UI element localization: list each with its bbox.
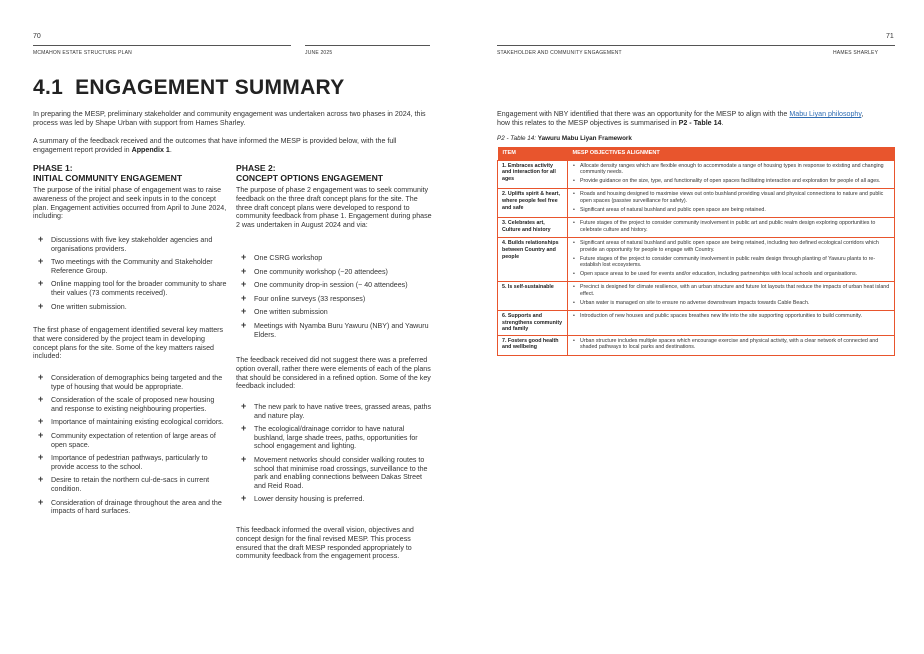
alignment-point: • Urban structure includes multiple spaces which encourage exercise and physical activity, with a clear network of connected and shaded pathways to local parks and destinations.: [572, 338, 890, 351]
section-number: 4.1: [33, 76, 64, 99]
table-row: [498, 282, 895, 311]
table-row: [498, 238, 895, 282]
table-cell-item: 6. Supports and strengthens community and family: [498, 311, 568, 336]
alignment-points: [572, 191, 890, 213]
list-item: + Lower density housing is preferred.: [236, 495, 432, 504]
phase2-closing: This feedback informed the overall vision, objectives and concept design for the final revised MESP. This process ensured that the draft MESP responded appropriately to community feedback from the engagement process.: [236, 526, 414, 561]
intro-paragraph: In preparing the MESP, preliminary stakeholder and community engagement was undertaken across two phases in 2024, this process was led by Shape Urban with support from Hames Sharley.: [33, 110, 426, 127]
list-item: + Two meetings with the Community and Stakeholder Reference Group.: [33, 258, 228, 275]
list-item: + Desire to retain the northern cul-de-sacs in current condition.: [33, 476, 228, 493]
page-number-left: 70: [33, 33, 41, 40]
nby-intro-end: .: [721, 119, 724, 127]
table-cell-alignment: [568, 238, 895, 282]
alignment-point: • Precinct is designed for climate resilience, with an urban structure and future lot layouts that reduce the impacts of urban heat island effect.: [572, 284, 890, 297]
list-item: + Discussions with five key stakeholder agencies and organisations providers.: [33, 236, 228, 253]
table-cell-alignment: [568, 218, 895, 238]
table-cell-alignment: [568, 160, 895, 189]
table-row: [498, 311, 895, 336]
alignment-points: [572, 163, 890, 185]
col-header-alignment: MESP OBJECTIVES ALIGNMENT: [568, 147, 895, 160]
nby-intro: [497, 110, 867, 128]
phase1-matters-list: [33, 374, 228, 521]
alignment-point: • Roads and housing designed to maximise views out onto bushland providing visual and physical connections to nature and public open spaces (passive surveillance for safety).: [572, 191, 890, 204]
phase1-title: INITIAL COMMUNITY ENGAGEMENT: [33, 173, 183, 183]
list-item: + Online mapping tool for the broader community to share their values (73 comments received).: [33, 280, 228, 297]
list-item: + Importance of maintaining existing ecological corridors.: [33, 418, 228, 427]
list-item: + Importance of pedestrian pathways, particularly to provide access to the school.: [33, 454, 228, 471]
alignment-point: • Future stages of the project to consider community involvement in public realm design through planting of Yawuru plants to re-establish lost ecosystems.: [572, 256, 890, 269]
table-body: [498, 160, 895, 355]
running-header-title: MCMAHON ESTATE STRUCTURE PLAN: [33, 50, 132, 56]
phase1-activities-list: [33, 236, 228, 316]
list-item: + Consideration of the scale of proposed new housing and response to existing neighbouring properties.: [33, 396, 228, 413]
list-item: + One written submission: [236, 308, 432, 317]
phase2-activities-list: [236, 254, 432, 344]
phase2-feedback-list: [236, 403, 432, 509]
phase1-label: PHASE 1:: [33, 163, 73, 173]
header-rule-right: [497, 45, 895, 46]
table-cell-item: 1. Embraces activity and interaction for all ages: [498, 160, 568, 189]
nby-intro-text: Engagement with NBY identified that there was an opportunity for the MESP to align with the: [497, 110, 790, 118]
list-item: + Movement networks should consider walking routes to school that minimise road crossings, surveillance to the park and enabling connections between Dakas Street and Reid Road.: [236, 456, 432, 490]
phase1-body: The purpose of the initial phase of engagement was to raise awareness of the project and seek inputs in to the concept plan. Engagement activities occurred from April to June 2024, including:: [33, 186, 227, 221]
summary-paragraph: [33, 137, 431, 155]
list-item: + One written submission.: [33, 303, 228, 312]
table-cell-item: 4. Builds relationships between Country and people: [498, 238, 568, 282]
alignment-point: • Provide guidance on the size, type, and functionality of open spaces facilitating interaction and exploration for people of all ages.: [572, 178, 890, 185]
table-cell-item: 2. Uplifts spirit & heart, where people feel free and safe: [498, 189, 568, 218]
list-item: + Consideration of drainage throughout the area and the impacts of hard surfaces.: [33, 499, 228, 516]
running-header-author: HAMES SHARLEY: [833, 50, 879, 56]
table-row: [498, 335, 895, 355]
alignment-points: [572, 338, 890, 351]
phase2-body-2: The feedback received did not suggest there was a preferred option overall, rather there were elements of each of the plans that should be considered in a refined option. Some of the key feedback included:: [236, 356, 431, 391]
list-item: + Meetings with Nyamba Buru Yawuru (NBY) and Yawuru Elders.: [236, 322, 432, 339]
table-caption-title: Yawuru Mabu Liyan Framework: [537, 135, 632, 142]
alignment-point: • Significant areas of natural bushland and public open space are being retained.: [572, 207, 890, 214]
phase1-body-2: The first phase of engagement identified several key matters that were considered by the project team in developing concept plans for the site. Some of the key matters raised included:: [33, 326, 224, 361]
list-item: + One community drop-in session (~ 40 attendees): [236, 281, 432, 290]
phase2-label: PHASE 2:: [236, 163, 276, 173]
mabu-liyan-table: [497, 147, 895, 356]
phase2-title: CONCEPT OPTIONS ENGAGEMENT: [236, 173, 384, 183]
list-item: + The ecological/drainage corridor to have natural bushland, large shade trees, paths, opportunities for school engagement and lighting.: [236, 425, 432, 451]
mabu-liyan-link[interactable]: Mabu Liyan philosophy: [789, 110, 862, 118]
table-cell-item: 3. Celebrates art, Culture and history: [498, 218, 568, 238]
alignment-points: [572, 313, 890, 320]
nby-intro-mid: , how this relates to the MESP objectives is summarised in: [497, 110, 864, 127]
running-header-section: STAKEHOLDER AND COMMUNITY ENGAGEMENT: [497, 50, 622, 56]
list-item: + Community expectation of retention of large areas of open space.: [33, 432, 228, 449]
list-item: + Consideration of demographics being targeted and the type of housing that would be appropriate.: [33, 374, 228, 391]
table-header-row: [498, 147, 895, 160]
alignment-point: • Allocate density ranges which are flexible enough to accommodate a range of housing types in response to existing and changing community needs.: [572, 163, 890, 176]
header-rule-left: [33, 45, 291, 46]
alignment-points: [572, 220, 890, 233]
summary-text: A summary of the feedback received and the outcomes that have informed the MESP is provided below, with the full engagement report provided in: [33, 137, 397, 154]
section-heading: [33, 76, 345, 100]
alignment-point: • Significant areas of natural bushland and public open space are being retained, including two defined ecological corridors which provide an opportunity for people to engage with Country.: [572, 240, 890, 253]
phase2-heading: [236, 163, 436, 183]
page-number-right: 71: [886, 33, 894, 40]
col-header-item: ITEM: [498, 147, 568, 160]
alignment-points: [572, 240, 890, 277]
table-cell-item: 5. Is self-sustainable: [498, 282, 568, 311]
table-row: [498, 218, 895, 238]
alignment-point: • Future stages of the project to consider community involvement in public art and public realm design exploring opportunities to celebrate culture and history.: [572, 220, 890, 233]
alignment-point: • Introduction of new houses and public spaces breathes new life into the site supporting opportunities to build community.: [572, 313, 890, 320]
section-title: ENGAGEMENT SUMMARY: [75, 76, 345, 99]
phase1-heading: [33, 163, 233, 183]
appendix-reference: Appendix 1: [131, 146, 170, 154]
phase2-body: The purpose of phase 2 engagement was to seek community feedback on the three draft concept plans for the site. The three draft concept plans were developed to respond to community feedback from phase 1. Engagement during phase 2 was undertaken in August 2024 and via:: [236, 186, 432, 230]
table-cell-alignment: [568, 189, 895, 218]
table-row: [498, 189, 895, 218]
list-item: + Four online surveys (33 responses): [236, 295, 432, 304]
summary-end: .: [169, 146, 172, 154]
table-cell-alignment: [568, 282, 895, 311]
running-header-date: JUNE 2025: [305, 50, 333, 56]
table-row: [498, 160, 895, 189]
table-cell-alignment: [568, 335, 895, 355]
list-item: + One community workshop (~20 attendees): [236, 268, 432, 277]
alignment-point: • Urban water is managed on site to ensure no adverse downstream impacts towards Cable Beach.: [572, 300, 890, 307]
table-cell-item: 7. Fosters good health and wellbeing: [498, 335, 568, 355]
list-item: + The new park to have native trees, grassed areas, paths and nature play.: [236, 403, 432, 420]
list-item: + One CSRG workshop: [236, 254, 432, 263]
table-reference: P2 - Table 14: [678, 119, 722, 127]
alignment-point: • Open space areas to be used for events and/or education, including partnerships with local schools and organisations.: [572, 271, 890, 278]
header-rule-left-date: [305, 45, 430, 46]
alignment-points: [572, 284, 890, 306]
table-caption-ref: P2 - Table 14:: [497, 135, 536, 142]
table-caption: [497, 135, 632, 142]
table-cell-alignment: [568, 311, 895, 336]
